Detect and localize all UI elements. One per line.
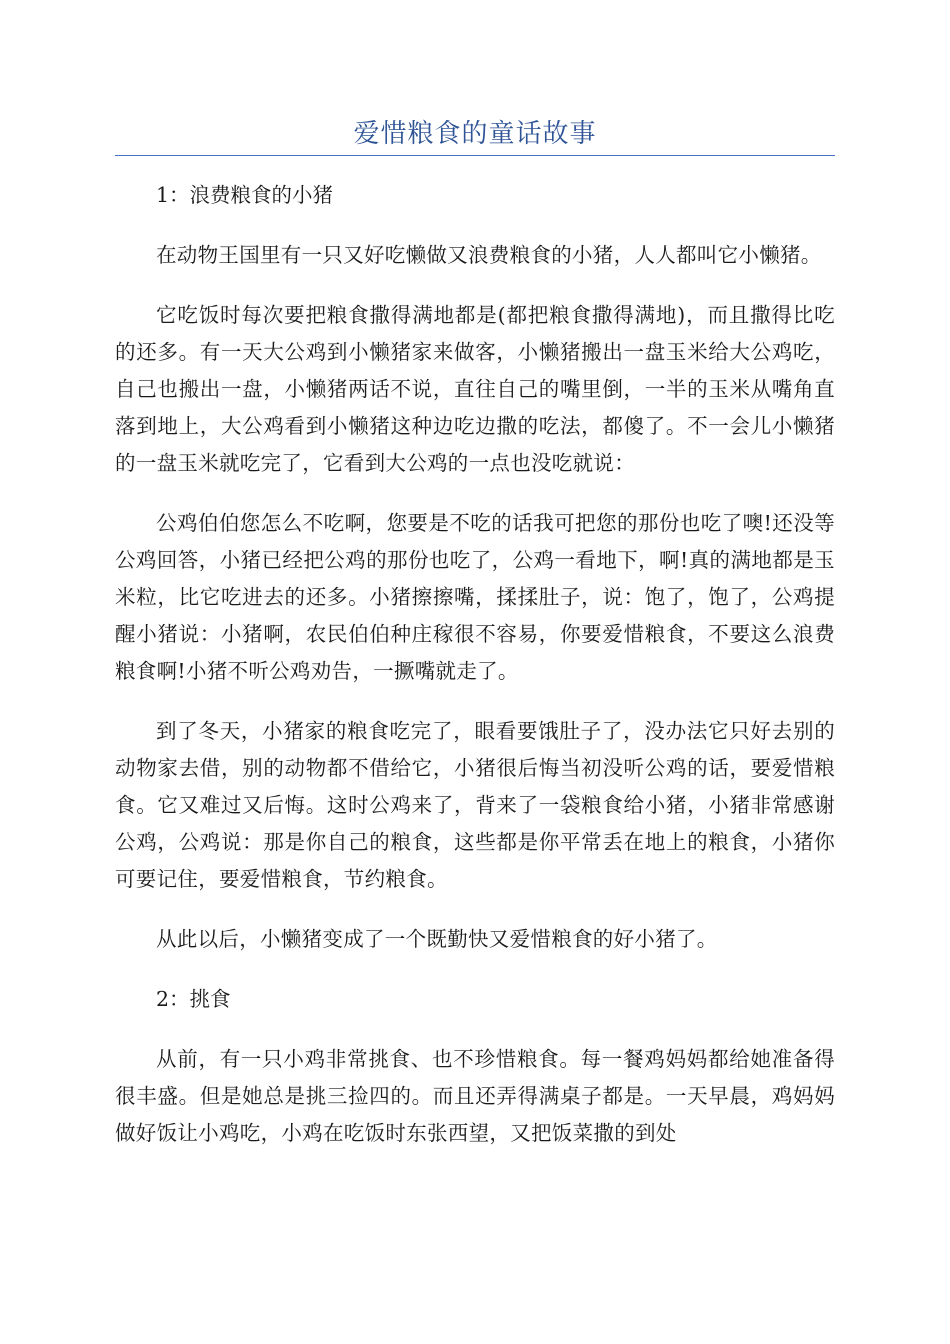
document-title: 爱惜粮食的童话故事	[353, 119, 597, 149]
paragraph: 从前，有一只小鸡非常挑食、也不珍惜粮食。每一餐鸡妈妈都给她准备得很丰盛。但是她总是挑三捡四的。而且还弄得满桌子都是。一天早晨，鸡妈妈做好饭让小鸡吃，小鸡在吃饭时东张西望，又把饭菜撒的到处	[115, 1047, 835, 1145]
title-underline	[115, 155, 835, 156]
paragraph: 公鸡伯伯您怎么不吃啊，您要是不吃的话我可把您的那份也吃了噢!还没等公鸡回答，小猪已经把公鸡的那份也吃了，公鸡一看地下，啊!真的满地都是玉米粒，比它吃进去的还多。小猪擦擦嘴，揉揉肚子，说：饱了，饱了，公鸡提醒小猪说：小猪啊，农民伯伯种庄稼很不容易，你要爱惜粮食，不要这么浪费粮食啊!小猪不听公鸡劝告，一撅嘴就走了。	[115, 511, 835, 683]
paragraph: 它吃饭时每次要把粮食撒得满地都是(都把粮食撒得满地)，而且撒得比吃的还多。有一天大公鸡到小懒猪家来做客，小懒猪搬出一盘玉米给大公鸡吃，自己也搬出一盘，小懒猪两话不说，直往自己的嘴里倒，一半的玉米从嘴角直落到地上，大公鸡看到小懒猪这种边吃边撒的吃法，都傻了。不一会儿小懒猪的一盘玉米就吃完了，它看到大公鸡的一点也没吃就说：	[115, 303, 835, 475]
document-body	[115, 177, 835, 1175]
section-heading-1: 1：浪费粮食的小猪	[156, 183, 334, 207]
paragraph: 到了冬天，小猪家的粮食吃完了，眼看要饿肚子了，没办法它只好去别的动物家去借，别的动物都不借给它，小猪很后悔当初没听公鸡的话，要爱惜粮食。它又难过又后悔。这时公鸡来了，背来了一袋粮食给小猪，小猪非常感谢公鸡，公鸡说：那是你自己的粮食，这些都是你平常丢在地上的粮食，小猪你可要记住，要爱惜粮食，节约粮食。	[115, 719, 835, 891]
section-heading-2: 2：挑食	[156, 987, 231, 1011]
paragraph: 在动物王国里有一只又好吃懒做又浪费粮食的小猪，人人都叫它小懒猪。	[156, 243, 822, 267]
paragraph: 从此以后，小懒猪变成了一个既勤快又爱惜粮食的好小猪了。	[156, 927, 718, 951]
